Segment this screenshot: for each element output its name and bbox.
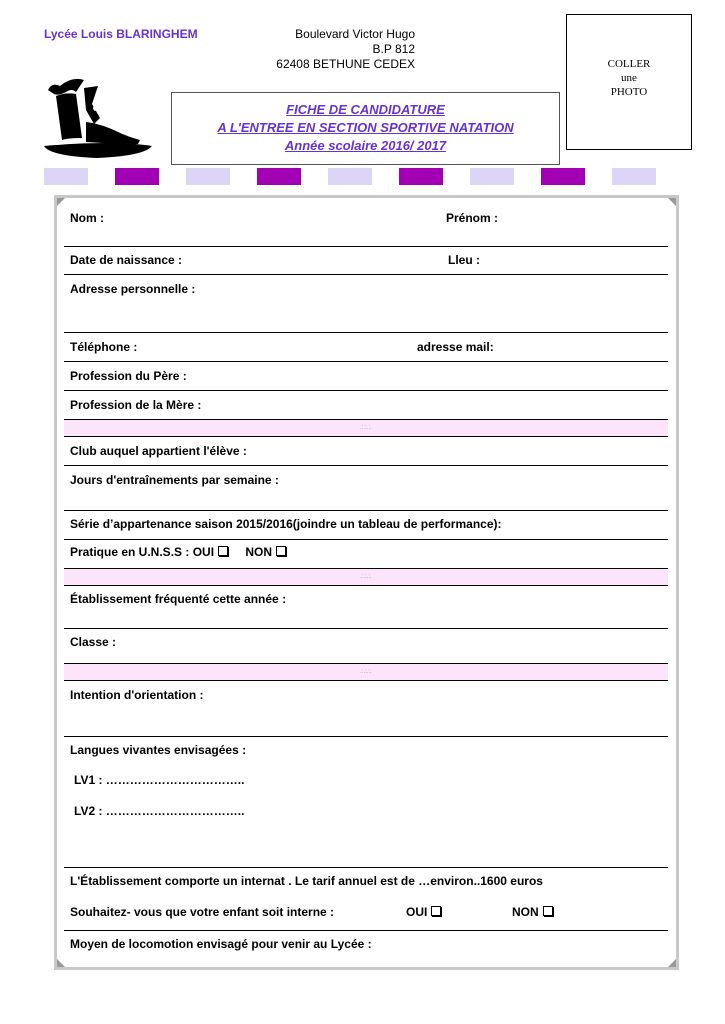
strip-block — [470, 168, 514, 185]
nom-label: Nom : — [70, 211, 104, 225]
row-intention[interactable] — [64, 681, 668, 737]
separator-band: .:.:.:. — [64, 664, 668, 681]
row-nom[interactable] — [64, 200, 668, 247]
photo-label-2: une — [621, 72, 637, 84]
swimmer-logo-icon — [42, 74, 157, 164]
unss-oui-label: OUI — [192, 545, 215, 559]
title-line-3: Année scolaire 2016/ 2017 — [284, 138, 447, 153]
lieu-label: Lleu : — [448, 253, 480, 267]
unss-label: Pratique en U.N.S.S : — [70, 545, 190, 559]
unss-group — [70, 545, 286, 559]
strip-block — [186, 168, 230, 185]
intention-label: Intention d'orientation : — [70, 688, 204, 702]
telephone-label: Téléphone : — [70, 340, 138, 354]
interne-oui-label: OUI — [406, 905, 428, 919]
row-serie[interactable] — [64, 511, 668, 540]
interne-oui-group — [406, 905, 441, 919]
row-unss[interactable] — [64, 540, 668, 569]
unss-non-checkbox[interactable] — [276, 546, 286, 556]
row-profession-mere[interactable] — [64, 391, 668, 420]
locomotion-label: Moyen de locomotion envisagé pour venir au Lycée : — [70, 937, 372, 951]
mail-label: adresse mail: — [417, 340, 494, 354]
interne-non-checkbox[interactable] — [543, 906, 553, 916]
serie-label: Série d’appartenance saison 2015/2016(joindre un tableau de performance): — [70, 517, 502, 531]
row-profession-pere[interactable] — [64, 362, 668, 391]
title-box — [171, 92, 560, 165]
title-line-1: FICHE DE CANDIDATURE — [286, 102, 445, 117]
lv2-field: LV2 : …………………………….. — [74, 804, 245, 818]
etablissement-label: Établissement fréquenté cette année : — [70, 592, 287, 606]
separator-band: .:.:.:. — [64, 420, 668, 437]
strip-block — [541, 168, 585, 185]
interne-non-group — [512, 905, 553, 919]
date-naissance-label: Date de naissance : — [70, 253, 183, 267]
profession-pere-label: Profession du Père : — [70, 369, 187, 383]
title-line-2: A L'ENTREE EN SECTION SPORTIVE NATATION — [217, 120, 514, 135]
club-label: Club auquel appartient l'élève : — [70, 444, 247, 458]
address-line-3: 62408 BETHUNE CEDEX — [276, 57, 415, 71]
row-naissance[interactable] — [64, 247, 668, 275]
classe-label: Classe : — [70, 635, 117, 649]
strip-block — [115, 168, 159, 185]
langues-label: Langues vivantes envisagées : — [70, 743, 247, 757]
unss-non-label: NON — [245, 545, 273, 559]
row-locomotion[interactable] — [64, 931, 668, 961]
address-line-2: B.P 812 — [372, 42, 415, 56]
row-adresse[interactable] — [64, 275, 668, 333]
row-telephone[interactable] — [64, 333, 668, 362]
strip-block — [328, 168, 372, 185]
jours-label: Jours d'entraînements par semaine : — [70, 473, 279, 487]
strip-block — [612, 168, 656, 185]
strip-block — [257, 168, 301, 185]
school-name: Lycée Louis BLARINGHEM — [44, 27, 198, 41]
adresse-label: Adresse personnelle : — [70, 282, 196, 296]
photo-label-1: COLLER — [607, 58, 651, 70]
interne-oui-checkbox[interactable] — [431, 906, 441, 916]
profession-mere-label: Profession de la Mère : — [70, 398, 202, 412]
school-address — [230, 27, 415, 72]
separator-band: .:.:.:. — [64, 569, 668, 586]
strip-block — [44, 168, 88, 185]
row-club[interactable] — [64, 437, 668, 466]
address-line-1: Boulevard Victor Hugo — [295, 27, 415, 41]
row-classe[interactable] — [64, 629, 668, 664]
interne-non-label: NON — [512, 905, 539, 919]
photo-label-3: PHOTO — [610, 86, 648, 98]
photo-box — [566, 14, 692, 150]
strip-block — [399, 168, 443, 185]
row-etablissement[interactable] — [64, 586, 668, 629]
lv1-field: LV1 : …………………………….. — [74, 773, 245, 787]
internat-label: L'Établissement comporte un internat . Le tarif annuel est de …environ..1600 euros — [70, 874, 543, 888]
row-langues[interactable] — [64, 737, 668, 868]
unss-oui-checkbox[interactable] — [218, 546, 228, 556]
interne-label: Souhaitez- vous que votre enfant soit interne : — [70, 905, 335, 919]
row-internat[interactable] — [64, 868, 668, 931]
row-jours[interactable] — [64, 466, 668, 511]
prenom-label: Prénom : — [446, 211, 499, 225]
